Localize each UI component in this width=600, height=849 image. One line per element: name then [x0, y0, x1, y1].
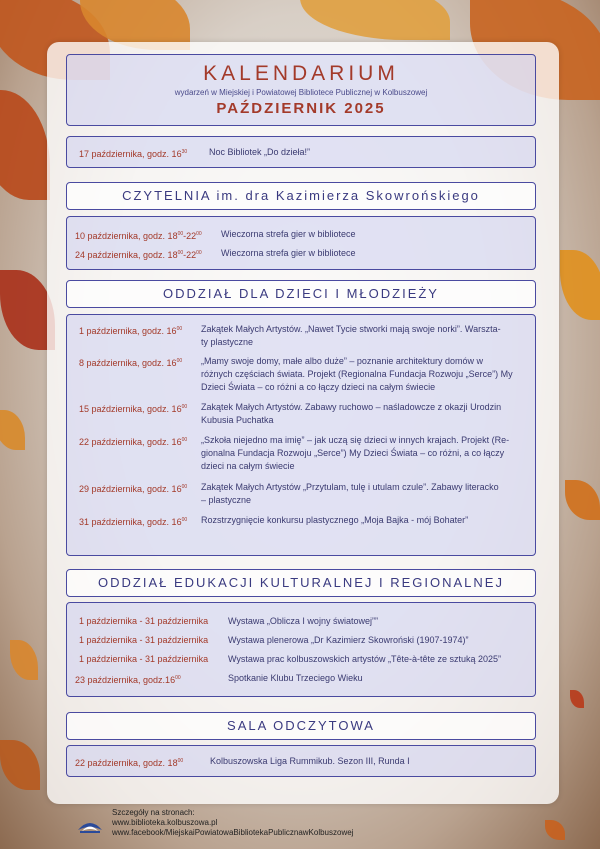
- event-title: Kolbuszowska Liga Rummikub. Sezon III, Runda I: [210, 756, 410, 766]
- leaf-decoration: [560, 250, 600, 320]
- list-item: [67, 434, 535, 481]
- leaf-decoration: [10, 640, 38, 680]
- month-title: PAŹDZIERNIK 2025: [216, 100, 386, 117]
- event-date: 8 października, godz. $16^{00}$: [79, 358, 183, 368]
- calendar-card: [47, 42, 559, 804]
- event-title: Zakątek Małych Artystów. „Nawet Tycie stworki mają swoje norki”. Warszta- ty plastyczne: [201, 324, 501, 347]
- website-link[interactable]: www.biblioteka.kolbuszowa.pl: [112, 818, 218, 827]
- section-title-sala: SALA ODCZYTOWA: [66, 712, 536, 740]
- event-title: Wystawa prac kolbuszowskich artystów „Tête-à-tête ze sztuką 2025”: [228, 654, 502, 664]
- list-item: [67, 146, 535, 161]
- event-date: 23 października, $godz.16^{00}$: [75, 675, 181, 685]
- event-title: Spotkanie Klubu Trzeciego Wieku: [228, 673, 363, 683]
- sala-events: [66, 745, 536, 777]
- list-item: [67, 323, 535, 355]
- leaf-decoration: [0, 90, 50, 200]
- list-item: [67, 247, 535, 262]
- leaf-decoration: [0, 410, 25, 450]
- section-title-czytelnia: CZYTELNIA im. dra Kazimierza Skowrońskiego: [66, 182, 536, 210]
- list-item: [67, 514, 535, 530]
- event-date: 17 października, godz. $16^{30}$: [79, 149, 188, 159]
- facebook-link[interactable]: www.facebook/MiejskaiPowiatowaBibliotekaPublicznawKolbuszowej: [112, 828, 354, 837]
- page-subtitle: wydarzeń w Miejskiej i Powiatowej Bibliotece Publicznej w Kolbuszowej: [174, 88, 428, 97]
- list-item: [67, 355, 535, 401]
- event-title: Wieczorna strefa gier w bibliotece: [221, 229, 356, 239]
- event-date: 22 października, godz. $16^{00}$: [79, 437, 188, 447]
- page-title: KALENDARIUM: [203, 62, 399, 85]
- event-date: 1 października, godz. $16^{00}$: [79, 326, 183, 336]
- dzieci-events: [66, 314, 536, 556]
- leaf-decoration: [545, 820, 565, 840]
- event-date: 22 października, godz. $18^{00}$: [75, 758, 184, 768]
- list-item: [67, 615, 535, 634]
- event-title: Zakątek Małych Artystów. Zabawy ruchowo – naśladowcze z okazji Urodzin Kubusia Puchatka: [201, 402, 502, 425]
- top-event-box: [66, 136, 536, 168]
- list-item: [67, 653, 535, 672]
- library-logo-icon: [76, 814, 104, 834]
- event-title: Rozstrzygnięcie konkursu plastycznego „Moja Bajka - mój Bohater”: [201, 515, 469, 525]
- leaf-decoration: [300, 0, 450, 40]
- event-title: „Mamy swoje domy, małe albo duże” – poznanie architektury domów w różnych częściach świata. Projekt (Regionalna Fundacja Rozwoju „Serce”) My Dzieci Świata – co różni a co łączy dzieci na całym świecie: [201, 356, 513, 392]
- event-date: 29 października, godz. $16^{00}$: [79, 484, 188, 494]
- event-date: 1 października - 31 października: [79, 635, 209, 645]
- event-date: 1 października - 31 października: [79, 616, 209, 626]
- list-item: [67, 481, 535, 514]
- section-title-dzieci: ODDZIAŁ DLA DZIECI I MŁODZIEŻY: [66, 280, 536, 308]
- list-item: [67, 228, 535, 243]
- leaf-decoration: [570, 690, 584, 708]
- event-date: 15 października, godz. $16^{00}$: [79, 404, 188, 414]
- czytelnia-events: [66, 216, 536, 270]
- footer: [112, 808, 353, 838]
- event-title: Zakątek Małych Artystów „Przytulam, tulę i utulam czule”. Zabawy literacko – plastyczne: [201, 482, 499, 505]
- list-item: [67, 401, 535, 434]
- event-date: 31 października, godz. $16^{00}$: [79, 517, 188, 527]
- event-date: 24 października, godz. $18^{00}-22^{00}$: [75, 250, 202, 260]
- leaf-decoration: [565, 480, 600, 520]
- event-title: „Szkoła niejedno ma imię” – jak uczą się dzieci w innych krajach. Projekt (Re- gionalna Fundacja Rozwoju „Serce”) My Dzieci Świata – co różni, a co łączy dzieci na całym świecie: [201, 435, 510, 471]
- event-title: Noc Bibliotek „Do dzieła!”: [209, 147, 311, 157]
- event-date: 10 października, godz. $18^{00}-22^{00}$: [75, 231, 202, 241]
- list-item: [67, 672, 535, 691]
- leaf-decoration: [0, 740, 40, 790]
- event-date: 1 października - 31 października: [79, 654, 209, 664]
- section-title-edukacji: ODDZIAŁ EDUKACJI KULTURALNEJ I REGIONALNEJ: [66, 569, 536, 597]
- event-title: Wystawa plenerowa „Dr Kazimierz Skowroński (1907-1974)”: [228, 635, 469, 645]
- list-item: [67, 634, 535, 653]
- edukacji-events: [66, 602, 536, 697]
- header-box: [66, 54, 536, 126]
- footer-label: Szczegóły na stronach:: [112, 808, 195, 817]
- event-title: Wieczorna strefa gier w bibliotece: [221, 248, 356, 258]
- event-title: Wystawa „Oblicza I wojny światowej””: [228, 616, 378, 626]
- list-item: [67, 755, 535, 770]
